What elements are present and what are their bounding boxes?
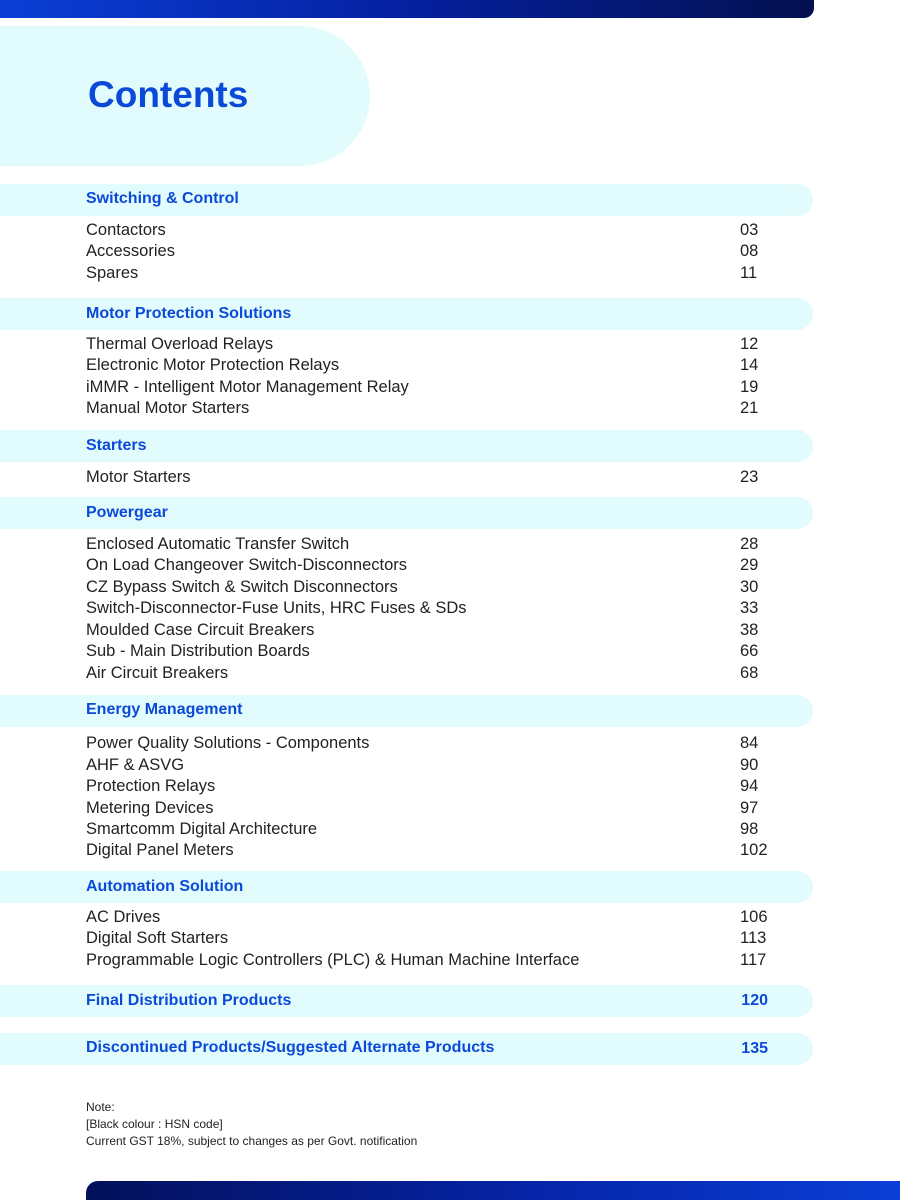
toc-item[interactable]: Metering Devices xyxy=(86,799,214,817)
toc-page: 66 xyxy=(740,642,759,660)
toc-page: 28 xyxy=(740,535,759,553)
toc-item[interactable]: Digital Soft Starters xyxy=(86,929,229,947)
toc-item[interactable]: Switch-Disconnector-Fuse Units, HRC Fuses & SDs xyxy=(86,599,467,617)
section-title[interactable]: Automation Solution xyxy=(86,878,244,895)
top-decorative-bar xyxy=(0,0,814,18)
section-title[interactable]: Motor Protection Solutions xyxy=(86,305,292,322)
note-line: [Black colour : HSN code] xyxy=(86,1117,223,1131)
toc-item[interactable]: Manual Motor Starters xyxy=(86,399,250,417)
toc-page: 106 xyxy=(740,908,768,926)
section-page: 135 xyxy=(741,1040,768,1057)
note-line: Current GST 18%, subject to changes as per Govt. notification xyxy=(86,1134,418,1148)
section-title-discontinued[interactable]: Discontinued Products/Suggested Alternate Products xyxy=(86,1039,495,1056)
toc-page: 08 xyxy=(740,242,759,260)
bottom-decorative-bar xyxy=(86,1181,900,1200)
toc-page: 14 xyxy=(740,356,759,374)
toc-page: 117 xyxy=(740,951,767,969)
toc-item[interactable]: On Load Changeover Switch-Disconnectors xyxy=(86,556,408,574)
toc-page: 21 xyxy=(740,399,759,417)
toc-item[interactable]: AHF & ASVG xyxy=(86,756,185,774)
toc-page: 90 xyxy=(740,756,759,774)
toc-page: 94 xyxy=(740,777,759,795)
toc-page: 23 xyxy=(740,468,759,486)
toc-page: 38 xyxy=(740,621,759,639)
toc-item[interactable]: Moulded Case Circuit Breakers xyxy=(86,621,315,639)
toc-page: 29 xyxy=(740,556,759,574)
toc-page: 30 xyxy=(740,578,759,596)
toc-item[interactable]: Motor Starters xyxy=(86,468,191,486)
toc-item[interactable]: Digital Panel Meters xyxy=(86,841,234,859)
toc-item[interactable]: Contactors xyxy=(86,221,166,239)
toc-item[interactable]: Thermal Overload Relays xyxy=(86,335,274,353)
toc-item[interactable]: CZ Bypass Switch & Switch Disconnectors xyxy=(86,578,398,596)
toc-page: 68 xyxy=(740,664,759,682)
toc-page: 98 xyxy=(740,820,759,838)
page-title: Contents xyxy=(88,74,249,115)
toc-item[interactable]: Electronic Motor Protection Relays xyxy=(86,356,340,374)
toc-page: 03 xyxy=(740,221,759,239)
toc-item[interactable]: Air Circuit Breakers xyxy=(86,664,229,682)
toc-item[interactable]: Power Quality Solutions - Components xyxy=(86,734,370,752)
section-title[interactable]: Switching & Control xyxy=(86,190,239,207)
toc-page: 97 xyxy=(740,799,759,817)
toc-page: 84 xyxy=(740,734,759,752)
section-title[interactable]: Starters xyxy=(86,437,147,454)
toc-page: 113 xyxy=(740,929,767,947)
toc-item[interactable]: iMMR - Intelligent Motor Management Relay xyxy=(86,378,409,396)
toc-item[interactable]: Enclosed Automatic Transfer Switch xyxy=(86,535,350,553)
toc-page: 19 xyxy=(740,378,759,396)
note-heading: Note: xyxy=(86,1100,115,1114)
section-title[interactable]: Energy Management xyxy=(86,701,243,718)
toc-item[interactable]: Accessories xyxy=(86,242,175,260)
toc-page: 12 xyxy=(740,335,759,353)
toc-page: 33 xyxy=(740,599,759,617)
toc-page: 11 xyxy=(740,264,758,282)
toc-item[interactable]: Spares xyxy=(86,264,139,282)
section-title-final-distribution[interactable]: Final Distribution Products xyxy=(86,992,292,1009)
toc-item[interactable]: AC Drives xyxy=(86,908,161,926)
toc-item[interactable]: Sub - Main Distribution Boards xyxy=(86,642,310,660)
toc-item[interactable]: Protection Relays xyxy=(86,777,216,795)
toc-item[interactable]: Smartcomm Digital Architecture xyxy=(86,820,318,838)
section-title[interactable]: Powergear xyxy=(86,504,168,521)
section-page: 120 xyxy=(741,992,768,1009)
toc-page: 102 xyxy=(740,841,768,859)
toc-item[interactable]: Programmable Logic Controllers (PLC) & Human Machine Interface xyxy=(86,951,580,969)
